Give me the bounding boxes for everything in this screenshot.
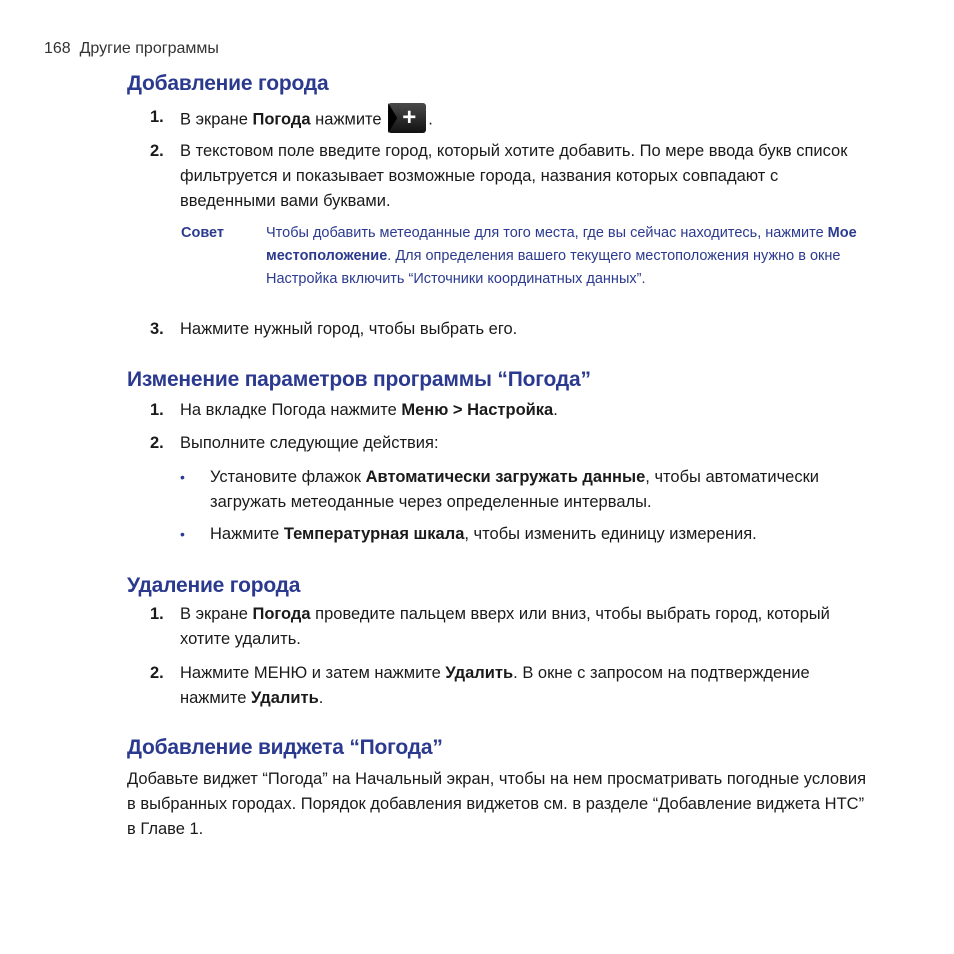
add-city-icon: + (388, 103, 426, 133)
section-title: Другие программы (79, 40, 219, 57)
tip-label: Совет (181, 225, 225, 241)
tip-text: Чтобы добавить метеоданные для того места, где вы сейчас находитесь, нажмите Мое местоположение. Для определения вашего текущего местоположения нужно в окне Настройка включить “Источники координатных данных”. (266, 225, 857, 287)
heading-add-widget: Добавление виджета “Погода” (127, 736, 443, 759)
heading-delete-city: Удаление города (127, 574, 301, 597)
page-number: 168 (44, 40, 71, 57)
page-header (44, 40, 219, 58)
heading-change-settings: Изменение параметров программы “Погода” (127, 368, 591, 391)
heading-add-city: Добавление города (127, 72, 329, 95)
add-widget-paragraph: Добавьте виджет “Погода” на Начальный экран, чтобы на нем просматривать погодные условия в выбранных городах. Порядок добавления виджетов см. в разделе “Добавление виджета HTC” в Главе 1. (127, 770, 867, 838)
